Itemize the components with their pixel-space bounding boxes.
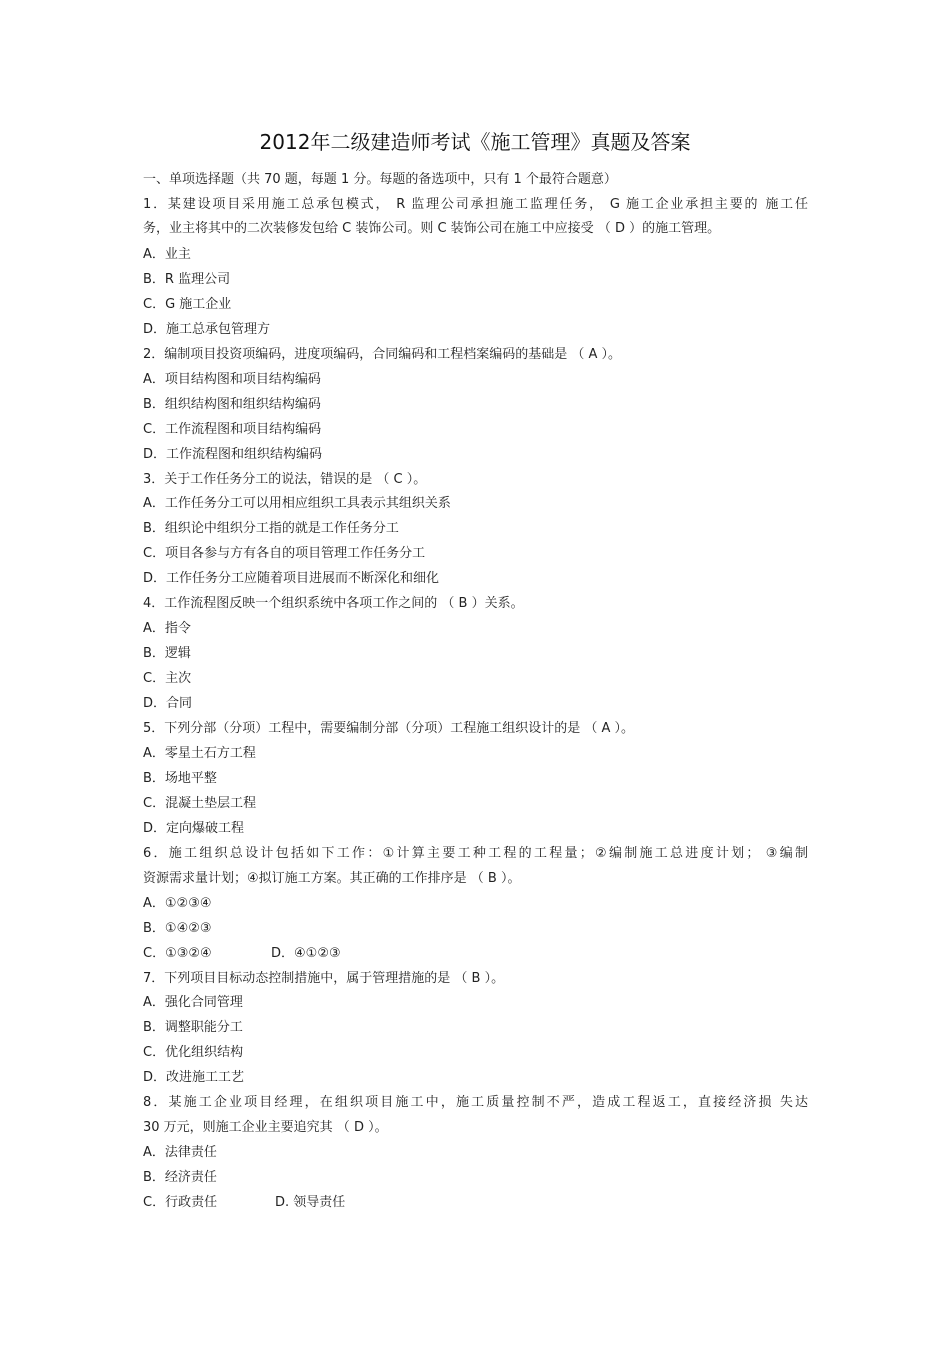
question-6-option-b: B．①④②③ [143,921,212,936]
question-3-option-b: B．组织论中组织分工指的就是工作任务分工 [143,521,399,536]
question-8-option-b: B．经济责任 [143,1170,217,1185]
question-6-option-c: C．①③②④ [143,946,212,961]
question-8-option-a: A．法律责任 [143,1145,217,1160]
question-6-options-c-d [143,944,808,964]
question-5-option-a: A．零星土石方工程 [143,746,256,761]
question-6-option-d: D．④①②③ [271,946,341,961]
page-title: 2012年二级建造师考试《施工管理》真题及答案 [259,130,691,154]
question-1-line-2: 务，业主将其中的二次装修发包给 C 装饰公司。则 C 装饰公司在施工中应接受 （ D ）的施工管理。 [143,221,721,236]
question-5-option-c: C．混凝土垫层工程 [143,796,257,811]
question-2-stem: 2．编制项目投资项编码，进度项编码，合同编码和工程档案编码的基础是 （ A ）。 [143,347,622,362]
question-7-option-a: A．强化合同管理 [143,995,243,1010]
question-5-option-b: B．场地平整 [143,771,217,786]
section-heading: 一、单项选择题（共 70 题，每题 1 分。每题的备选项中，只有 1 个最符合题意） [143,172,617,187]
question-2-option-a: A．项目结构图和项目结构编码 [143,372,321,387]
question-3-option-a: A．工作任务分工可以用相应组织工具表示其组织关系 [143,496,451,511]
question-4-option-a: A．指令 [143,621,191,636]
question-4-option-d: D．合同 [143,696,193,711]
question-6-option-a: A．①②③④ [143,896,212,911]
question-4-option-c: C．主次 [143,671,192,686]
question-1-option-a: A．业主 [143,247,191,262]
question-7-option-c: C．优化组织结构 [143,1045,244,1060]
question-2-option-d: D．工作流程图和组织结构编码 [143,447,323,462]
question-8-option-d: D. 领导责任 [275,1195,346,1210]
question-7-option-d: D．改进施工工艺 [143,1070,245,1085]
question-3-option-d: D．工作任务分工应随着项目进展而不断深化和细化 [143,571,440,586]
question-4-option-b: B．逻辑 [143,646,191,661]
question-3-stem: 3．关于工作任务分工的说法，错误的是 （ C ）。 [143,472,427,487]
question-2-option-c: C．工作流程图和项目结构编码 [143,422,322,437]
question-8-options-c-d [143,1193,808,1213]
question-8-option-c: C．行政责任 [143,1195,218,1210]
question-1-option-b: B．R 监理公司 [143,272,231,287]
question-5-option-d: D．定向爆破工程 [143,821,245,836]
question-1-option-c: C．G 施工企业 [143,297,232,312]
question-8-line-1: 8．某施工企业项目经理，在组织项目施工中，施工质量控制不严，造成工程返工，直接经济损 失达 [143,1095,808,1110]
question-7-stem: 7．下列项目目标动态控制措施中，属于管理措施的是 （ B ）。 [143,971,505,986]
question-8-line-2: 30 万元，则施工企业主要追究其 （ D ）。 [143,1120,388,1135]
question-2-option-b: B．组织结构图和组织结构编码 [143,397,321,412]
question-6-line-2: 资源需求量计划；④拟订施工方案。其正确的工作排序是 （ B ）。 [143,871,521,886]
question-1-option-d: D．施工总承包管理方 [143,322,271,337]
question-6-line-1: 6．施工组织总设计包括如下工作：①计算主要工种工程的工程量；②编制施工总进度计划； ③编制 [143,846,808,861]
question-3-option-c: C．项目各参与方有各自的项目管理工作任务分工 [143,546,426,561]
question-5-stem: 5．下列分部（分项）工程中，需要编制分部（分项）工程施工组织设计的是 （ A ）。 [143,721,635,736]
question-7-option-b: B．调整职能分工 [143,1020,243,1035]
question-4-stem: 4．工作流程图反映一个组织系统中各项工作之间的 （ B ）关系。 [143,596,524,611]
question-1-line-1: 1．某建设项目采用施工总承包模式， R 监理公司承担施工监理任务， G 施工企业承担主要的 施工任 [143,197,808,212]
